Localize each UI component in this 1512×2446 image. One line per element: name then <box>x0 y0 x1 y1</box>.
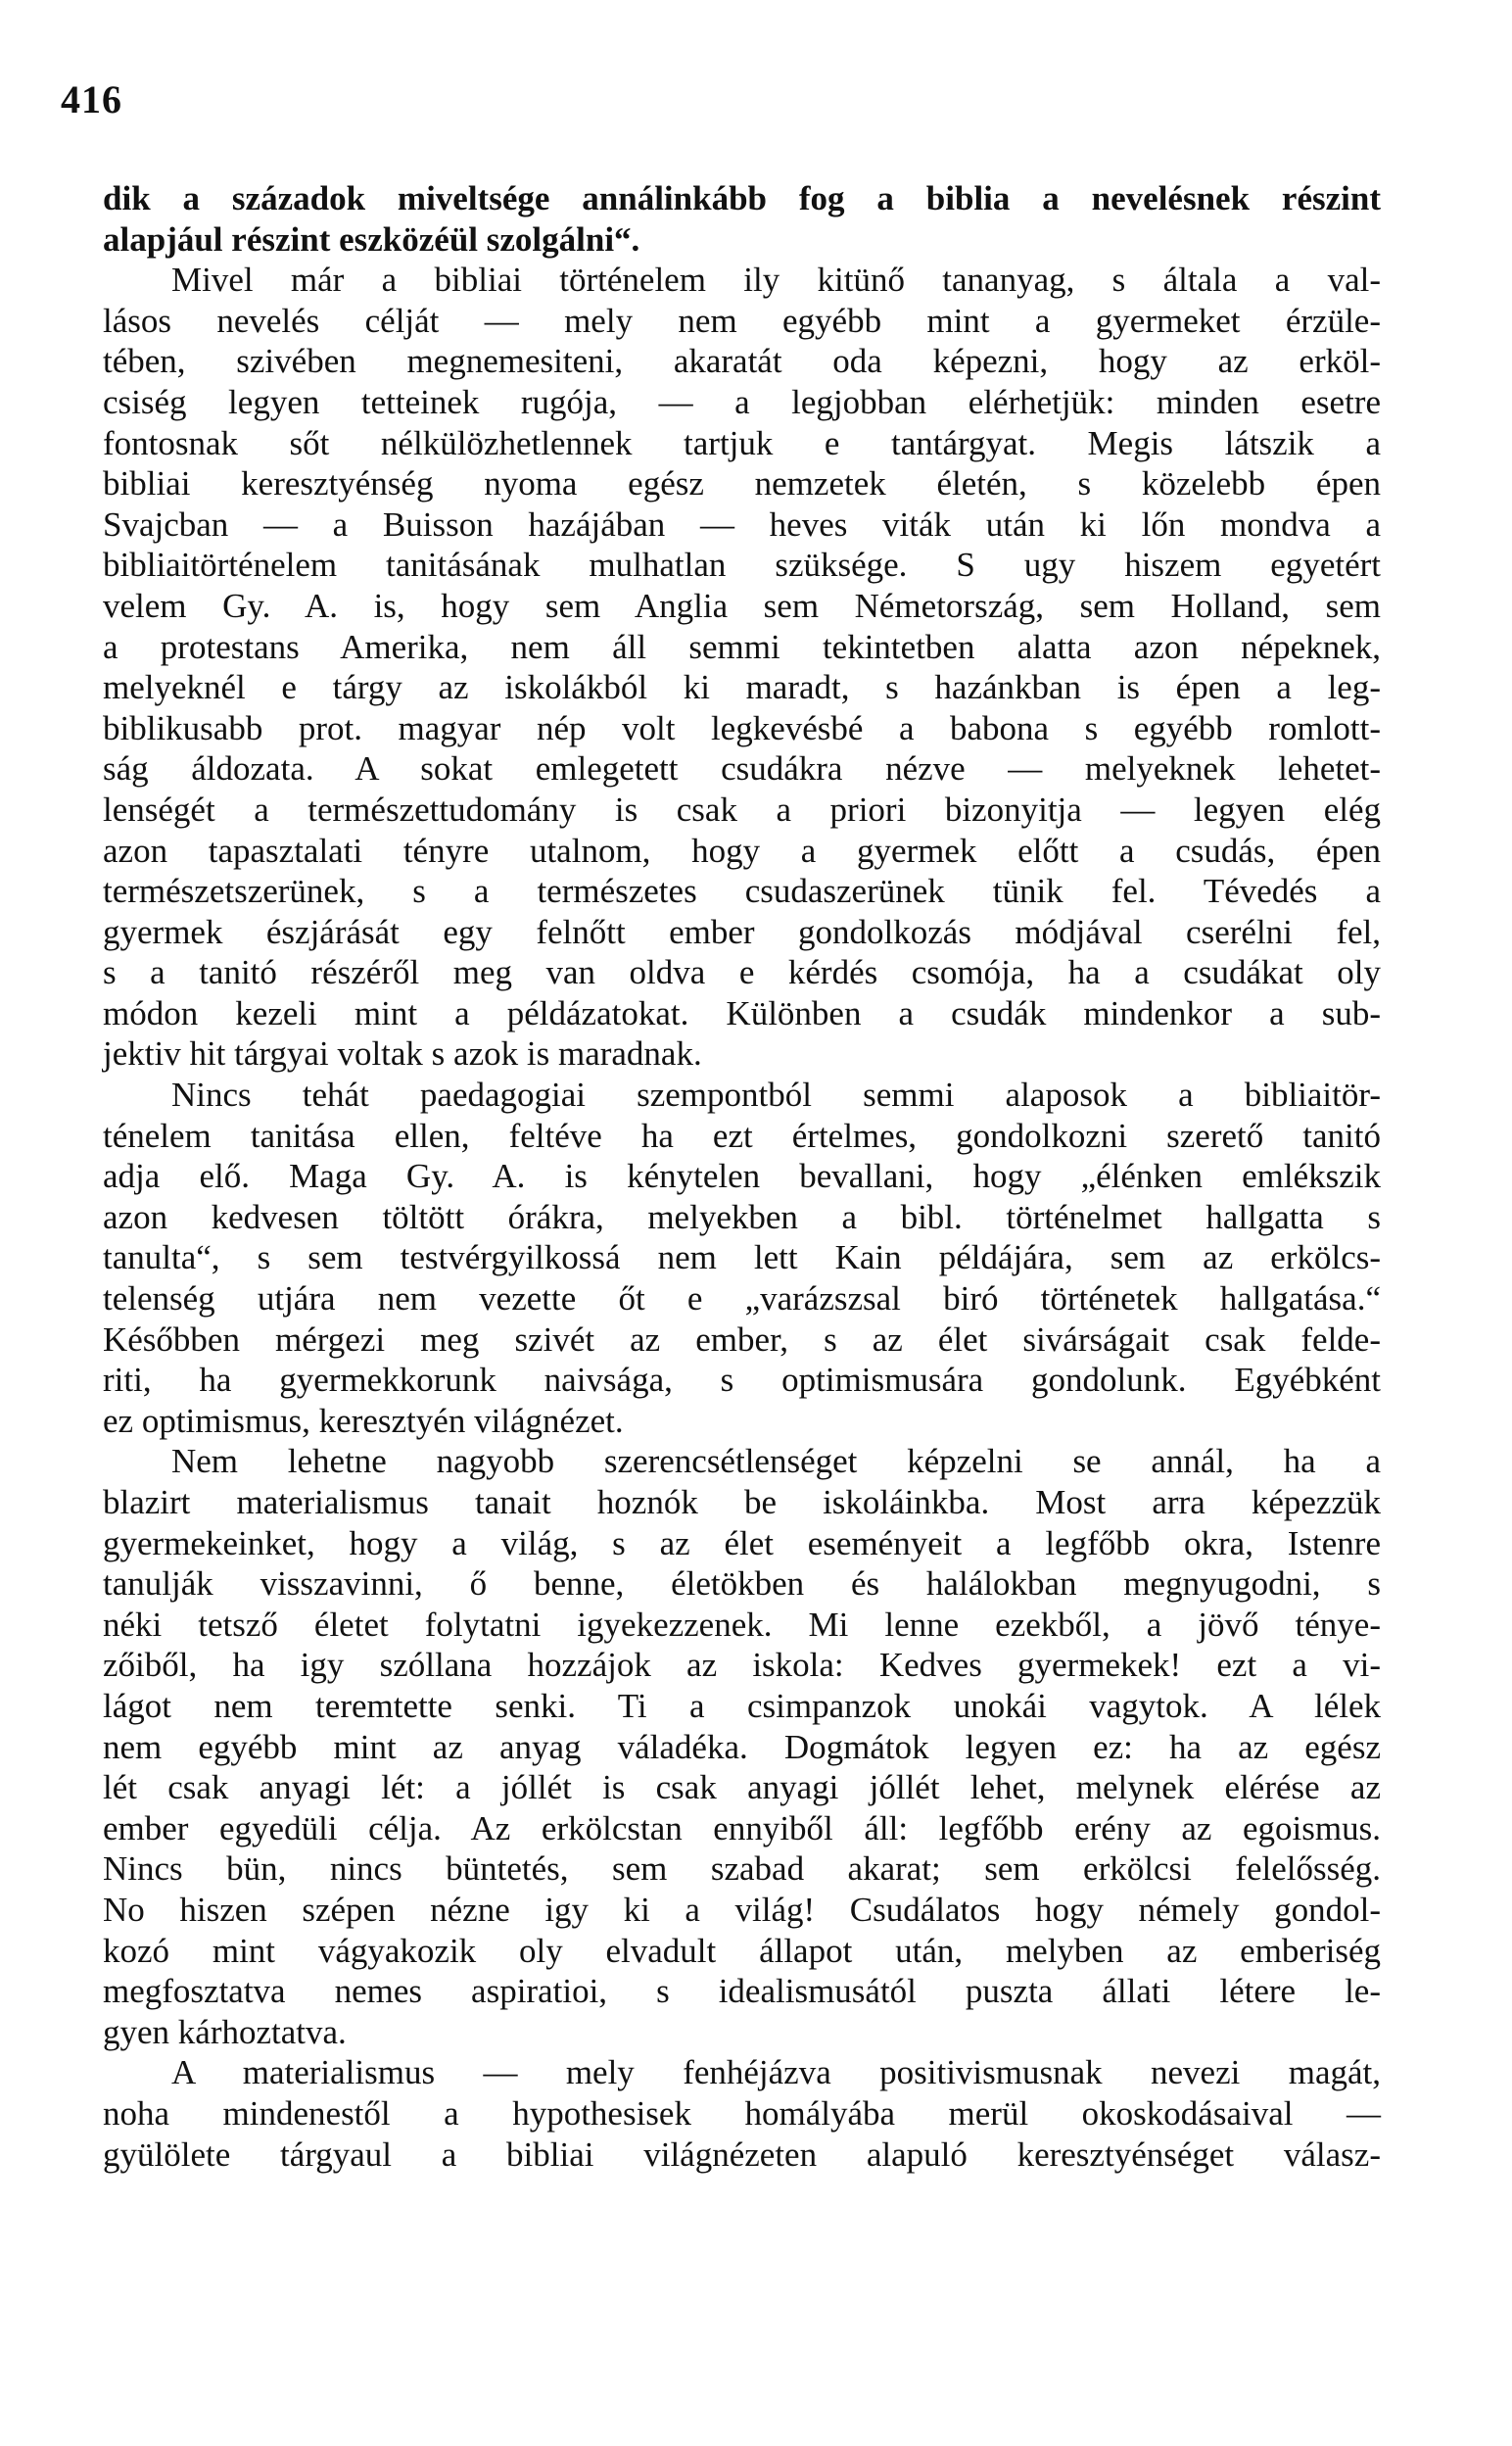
text-line: nem egyébb mint az anyag váladéka. Dogmátok legyen ez: ha az egész <box>103 1727 1381 1766</box>
page-number: 416 <box>61 77 122 121</box>
text-line: blazirt materialismus tanait hoznók be iskoláinkba. Most arra képezzük <box>103 1483 1381 1521</box>
text-line: ténelem tanitása ellen, feltéve ha ezt értelmes, gondolkozni szerető tanitó <box>103 1116 1381 1155</box>
text-line: azon kedvesen töltött órákra, melyekben a bibl. történelmet hallgatta s <box>103 1197 1381 1236</box>
text-line: gyülölete tárgyaul a bibliai világnézeten alapuló keresztyénséget válasz- <box>103 2134 1381 2174</box>
text-line: velem Gy. A. is, hogy sem Anglia sem Németország, sem Holland, sem <box>103 586 1381 625</box>
text-line: megfosztatva nemes aspiratioi, s idealismusától puszta állati létere le- <box>103 1972 1381 2011</box>
text-line: s a tanitó részéről meg van oldva e kérdés csomója, ha a csudákat oly <box>103 953 1381 992</box>
text-line: tében, szivében megnemesiteni, akaratát oda képezni, hogy az erköl- <box>103 342 1381 381</box>
text-line: melyeknél e tárgy az iskolákból ki maradt, s hazánkban is épen a leg- <box>103 668 1381 707</box>
text-line: telenség utjára nem vezette őt e „varázszsal biró történetek hallgatása.“ <box>103 1279 1381 1319</box>
text-line: ez optimismus, keresztyén világnézet. <box>103 1401 624 1440</box>
text-line: gyermek észjárását egy felnőtt ember gondolkozás módjával cserélni fel, <box>103 912 1381 951</box>
text-line: ember egyedüli célja. Az erkölcstan ennyiből áll: legfőbb erény az egoismus. <box>103 1808 1381 1847</box>
text-line: Nincs tehát paedagogiai szempontból semmi alaposok a bibliaitör- <box>171 1076 1381 1115</box>
text-line: lét csak anyagi lét: a jóllét is csak anyagi jóllét lehet, melynek elérése az <box>103 1768 1381 1807</box>
text-line: adja elő. Maga Gy. A. is kénytelen bevallani, hogy „élénken emlékszik <box>103 1157 1381 1196</box>
text-line: Svajcban — a Buisson hazájában — heves viták után ki lőn mondva a <box>103 504 1381 544</box>
text-line: bibliaitörténelem tanitásának mulhatlan szüksége. S ugy hiszem egyetért <box>103 546 1381 585</box>
text-line: bibliai keresztyénség nyoma egész nemzetek életén, s közelebb épen <box>103 464 1381 504</box>
text-line: lásos nevelés célját — mely nem egyébb mint a gyermeket érzüle- <box>103 301 1381 340</box>
text-line: dik a századok miveltsége annálinkább fog a biblia a nevelésnek részint <box>103 179 1381 217</box>
text-line: tanulta“, s sem testvérgyilkossá nem lett Kain példájára, sem az erkölcs- <box>103 1238 1381 1277</box>
text-line: Nem lehetne nagyobb szerencsétlenséget képzelni se annál, ha a <box>171 1442 1381 1481</box>
text-line: alapjául részint eszközéül szolgálni“. <box>103 219 640 259</box>
text-line: lágot nem teremtette senki. Ti a csimpanzok unokái vagytok. A lélek <box>103 1686 1381 1725</box>
text-line: módon kezeli mint a példázatokat. Különben a csudák mindenkor a sub- <box>103 993 1381 1032</box>
text-line: biblikusabb prot. magyar nép volt legkevésbé a babona s egyébb romlott- <box>103 708 1381 747</box>
text-line: tanulják visszavinni, ő benne, életökben és halálokban megnyugodni, s <box>103 1564 1381 1604</box>
text-line: természetszerünek, s a természetes csudaszerünek tünik fel. Tévedés a <box>103 872 1381 911</box>
text-line: jektiv hit tárgyai voltak s azok is maradnak. <box>103 1034 702 1074</box>
text-line: noha mindenestől a hypothesisek homályába merül okoskodásaival — <box>103 2093 1381 2133</box>
text-line: Mivel már a bibliai történelem ily kitünő tananyag, s általa a val- <box>171 261 1381 300</box>
text-line: azon tapasztalati tényre utalnom, hogy a gyermek előtt a csudás, épen <box>103 831 1381 870</box>
text-line: a protestans Amerika, nem áll semmi tekintetben alatta azon népeknek, <box>103 627 1381 666</box>
body-text <box>103 178 1381 2175</box>
text-line: gyen kárhoztatva. <box>103 2012 347 2051</box>
text-line: kozó mint vágyakozik oly elvadult állapot után, melyben az emberiség <box>103 1931 1381 1970</box>
text-line: gyermekeinket, hogy a világ, s az élet eseményeit a legfőbb okra, Istenre <box>103 1523 1381 1562</box>
text-line: fontosnak sőt nélkülözhetlennek tartjuk e tantárgyat. Megis látszik a <box>103 423 1381 462</box>
text-line: No hiszen szépen nézne igy ki a világ! Csudálatos hogy némely gondol- <box>103 1890 1381 1929</box>
text-line: lenségét a természettudomány is csak a priori bizonyitja — legyen elég <box>103 790 1381 829</box>
text-line: ság áldozata. A sokat emlegetett csudákra nézve — melyeknek lehetet- <box>103 749 1381 789</box>
text-line: A materialismus — mely fenhéjázva positivismusnak nevezi magát, <box>171 2053 1381 2092</box>
text-line: zőiből, ha igy szóllana hozzájok az iskola: Kedves gyermekek! ezt a vi- <box>103 1646 1381 1685</box>
text-line: riti, ha gyermekkorunk naivsága, s optimismusára gondolunk. Egyébként <box>103 1361 1381 1400</box>
text-line: csiség legyen tetteinek rugója, — a legjobban elérhetjük: minden esetre <box>103 382 1381 421</box>
text-line: Későbben mérgezi meg szivét az ember, s az élet sivárságait csak felde- <box>103 1319 1381 1359</box>
text-line: néki tetsző életet folytatni igyekezzenek. Mi lenne ezekből, a jövő ténye- <box>103 1605 1381 1644</box>
text-line: Nincs bün, nincs büntetés, sem szabad akarat; sem erkölcsi felelősség. <box>103 1849 1381 1889</box>
